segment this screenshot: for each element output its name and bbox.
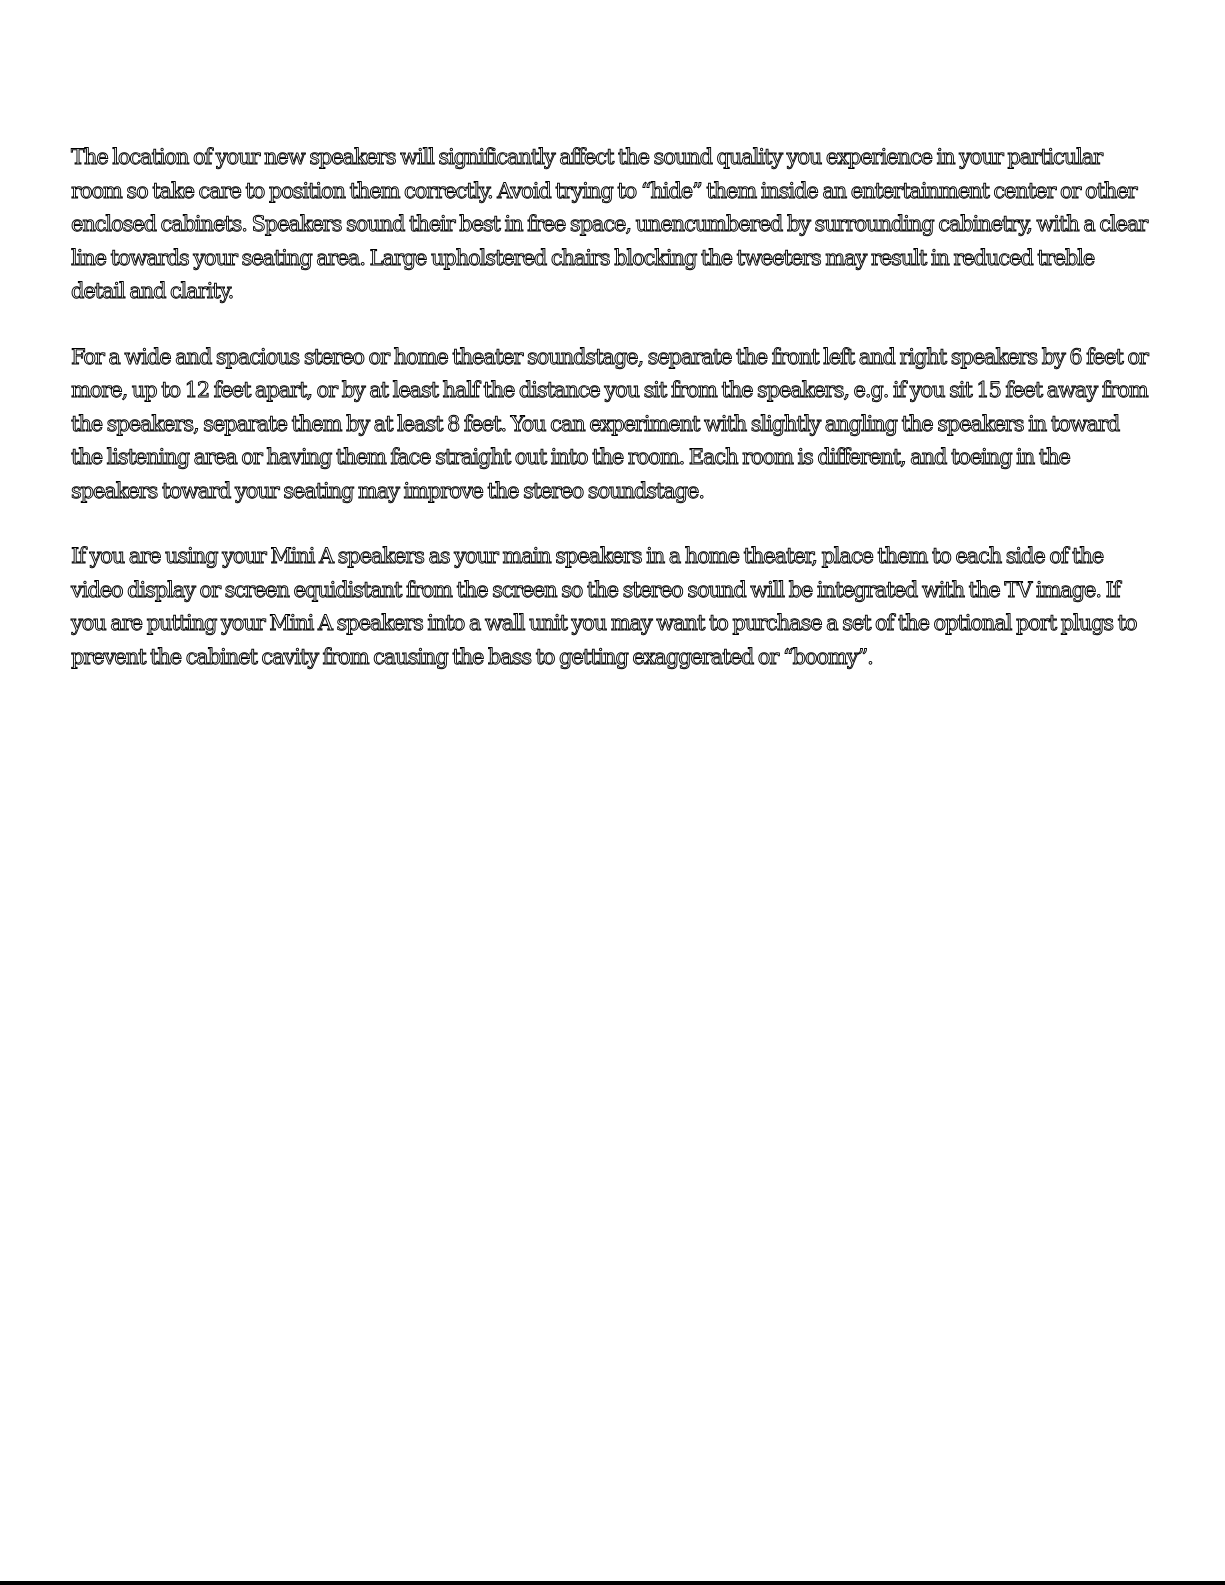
- document-body: [71, 141, 1151, 706]
- paragraph-speaker-separation: For a wide and spacious stereo or home theater soundstage, separate the front left and right speakers by 6 feet or more, up to 12 feet apart, or by at least half the distance you sit from the speakers, e.g. if you sit 15 feet away from the speakers, separate them by at least 8 feet. You can experiment with slightly angling the speakers in toward the listening area or having them face straight out into the room. Each room is different, and toeing in the speakers toward your seating may improve the stereo soundstage.: [71, 344, 1148, 503]
- paragraph-speaker-location: The location of your new speakers will significantly affect the sound quality you experience in your particular room so take care to position them correctly. Avoid trying to “hide” them inside an entertainment center or other enclosed cabinets. Speakers sound their best in free space, unencumbered by surrounding cabinetry, with a clear line towards your seating area. Large upholstered chairs blocking the tweeters may result in reduced treble detail and clarity.: [71, 145, 1148, 303]
- paragraph-home-theater-placement: If you are using your Mini A speakers as your main speakers in a home theater, place them to each side of the video display or screen equidistant from the screen so the stereo sound will be integrated with the TV image. If you are putting your Mini A speakers into a wall unit you may want to purchase a set of the optional port plugs to prevent the cabinet cavity from causing the bass to getting exaggerated or “boomy”.: [71, 544, 1137, 669]
- page-bottom-border: [0, 1581, 1225, 1585]
